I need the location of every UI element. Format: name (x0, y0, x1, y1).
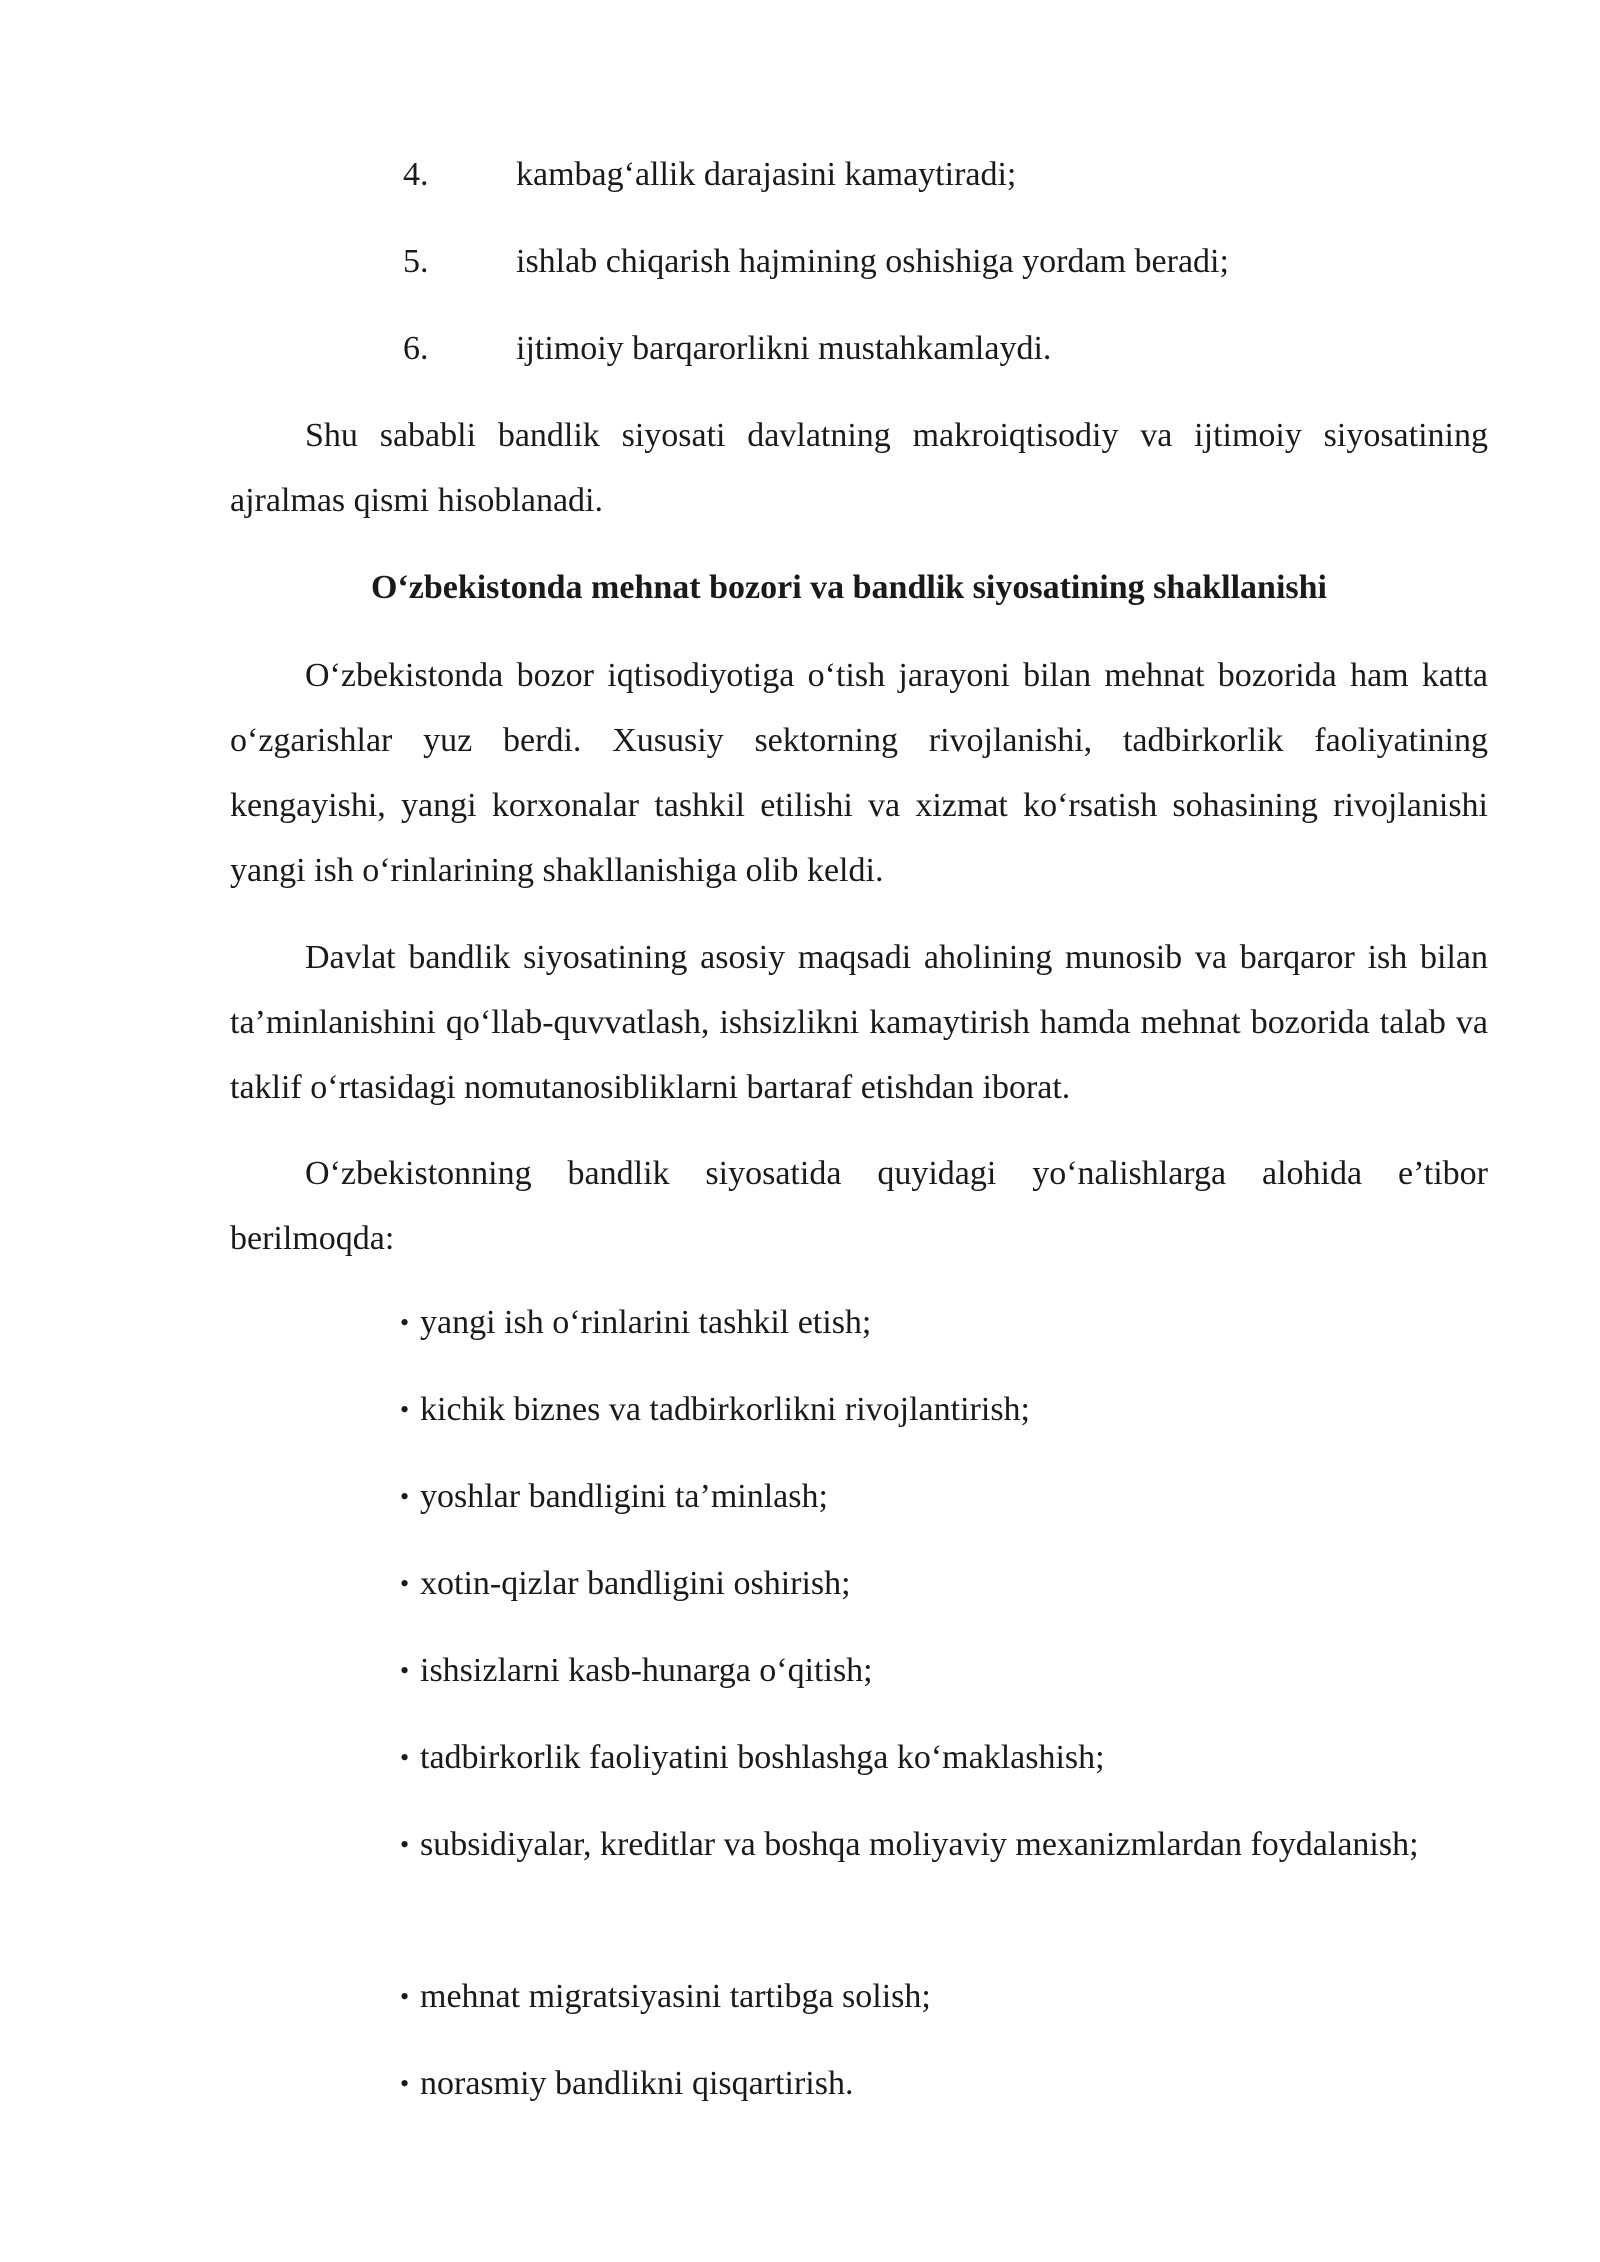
bullet-text: xotin-qizlar bandligini oshirish; (420, 1565, 851, 1602)
bullet-list-item (327, 1638, 1488, 1703)
bullet-icon: • (400, 1308, 410, 1337)
bullet-list-item (327, 1964, 1488, 2029)
bullet-list-item (327, 1725, 1488, 1790)
list-number: 6. (403, 330, 429, 367)
list-item-text: kambag‘allik darajasini kamaytiradi; (516, 156, 1017, 193)
bullet-text: subsidiyalar, kreditlar va boshqa moliyaviy mexanizmlardan foydalanish; (420, 1826, 1419, 1863)
bullet-text: yangi ish o‘rinlarini tashkil etish; (420, 1304, 872, 1341)
bullet-icon: • (400, 2069, 410, 2098)
bullet-icon: • (400, 1482, 410, 1511)
bullet-list-item (327, 1812, 1488, 1877)
bullet-icon: • (400, 1830, 410, 1859)
bullet-text: kichik biznes va tadbirkorlikni rivojlantirish; (420, 1391, 1030, 1428)
bullet-text: yoshlar bandligini ta’minlash; (420, 1478, 828, 1515)
bullet-list-item (327, 1377, 1488, 1442)
bullet-icon: • (400, 1569, 410, 1598)
bullet-icon: • (400, 1982, 410, 2011)
list-number: 5. (403, 243, 429, 280)
paragraph: Davlat bandlik siyosatining asosiy maqsadi aholining munosib va barqaror ish bilan ta’minlanishini qo‘llab-quvvatlash, ishsizlikni kamaytirish hamda mehnat bozorida talab va taklif o‘rtasidagi nomutanosibliklarni bartaraf etishdan iborat. (230, 939, 1488, 1106)
numbered-list-item (403, 327, 1503, 371)
list-item-text: ijtimoiy barqarorlikni mustahkamlaydi. (516, 330, 1052, 367)
numbered-list-item (403, 153, 1503, 197)
bullet-text: mehnat migratsiyasini tartibga solish; (420, 1978, 931, 2015)
paragraph: O‘zbekistonda bozor iqtisodiyotiga o‘tish jarayoni bilan mehnat bozorida ham katta o‘zgarishlar yuz berdi. Xususiy sektorning rivojlanishi, tadbirkorlik faoliyatining kengayishi, yangi korxonalar tashkil etilishi va xizmat ko‘rsatish sohasining rivojlanishi yangi ish o‘rinlarining shakllanishiga olib keldi. (230, 657, 1488, 889)
bullet-list-item (327, 1551, 1488, 1616)
bullet-list-item (327, 1464, 1488, 1529)
bullet-icon: • (400, 1656, 410, 1685)
bullet-icon: • (400, 1743, 410, 1772)
bullet-text: ishsizlarni kasb-hunarga o‘qitish; (420, 1652, 873, 1689)
list-item-text: ishlab chiqarish hajmining oshishiga yordam beradi; (516, 243, 1229, 280)
bullet-text: norasmiy bandlikni qisqartirish. (420, 2065, 854, 2102)
paragraph: O‘zbekistonning bandlik siyosatida quyidagi yo‘nalishlarga alohida e’tibor berilmoqda: (230, 1155, 1488, 1257)
paragraph: Shu sababli bandlik siyosati davlatning makroiqtisodiy va ijtimoiy siyosatining ajralmas qismi hisoblanadi. (230, 417, 1488, 519)
list-number: 4. (403, 156, 429, 193)
bullet-list-item (327, 2051, 1488, 2116)
numbered-list-item (403, 240, 1503, 284)
bullet-icon: • (400, 1395, 410, 1424)
section-heading: O‘zbekistonda mehnat bozori va bandlik siyosatining shakllanishi (370, 569, 1328, 606)
bullet-text: tadbirkorlik faoliyatini boshlashga ko‘maklashish; (420, 1739, 1105, 1776)
bullet-list-item (327, 1290, 1488, 1355)
